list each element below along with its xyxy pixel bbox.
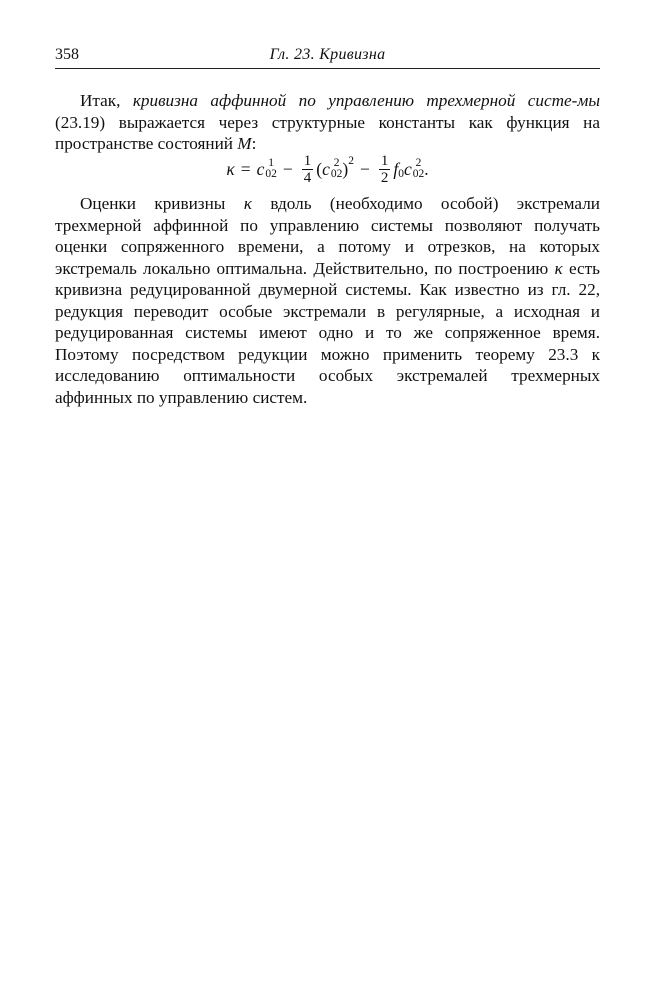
superscript: 2 (333, 157, 340, 169)
curvature-formula (55, 148, 600, 190)
open-paren: ( (316, 158, 323, 179)
minus-sign: − (359, 158, 370, 179)
paragraph-curvature-estimates (55, 193, 600, 408)
c-symbol: c (322, 158, 330, 179)
f-symbol: f (393, 158, 399, 179)
c-indices-1 (265, 158, 277, 180)
kappa-inline: κ (243, 194, 252, 213)
c-indices-2 (331, 158, 343, 180)
c-indices-3 (413, 158, 425, 180)
superscript: 1 (268, 157, 275, 169)
page-header (55, 46, 600, 69)
subscript: 02 (265, 168, 277, 180)
subscript: 02 (412, 168, 425, 180)
page-number: 358 (55, 46, 79, 63)
state-space-symbol: M (237, 134, 252, 153)
denominator: 4 (303, 169, 312, 186)
subscript: 02 (330, 168, 343, 180)
kappa-symbol: κ (226, 158, 235, 179)
p2-part2: вдоль (необходимо особой) экстремали трехмерной аффинной по управлению системы позволяют получать оценки сопряженного времени, а потому и отрезков, на которых экстремаль локально оптимальна. Действительно, по построению (55, 194, 600, 278)
c-symbol: c (403, 158, 412, 179)
p2-part3: есть кривизна редуцированной двумерной системы. Как известно из гл. 22, редукция переводит особые экстремали в регулярные, а исходная и редуцированная системы имеют одно и то же сопряженное время. Поэтому посредством редукции можно применить теорему 23.3 к исследованию оптимальности особых экстремалей трехмерных аффинных по управлению систем. (55, 258, 600, 407)
paragraph-intro (55, 90, 600, 155)
c-symbol: c (256, 158, 265, 179)
fraction-one-quarter (302, 153, 314, 186)
running-title: Гл. 23. Кривизна (269, 46, 386, 63)
numerator: 1 (303, 152, 312, 169)
intro-emphasis: кривизна аффинной по управлению трехмерной систе-мы (132, 91, 600, 110)
formula-period: . (424, 158, 429, 179)
intro-colon: : (251, 134, 257, 153)
p2-part1: Оценки кривизны (80, 194, 244, 213)
denominator: 2 (380, 169, 389, 186)
numerator: 1 (380, 152, 389, 169)
minus-sign: − (282, 158, 293, 179)
intro-rest: (23.19) выражается через структурные константы как функция на пространстве состояний (55, 112, 600, 153)
fraction-one-half (379, 153, 391, 186)
close-paren: ) (342, 158, 349, 179)
superscript: 2 (415, 157, 422, 169)
f-subscript: 0 (398, 168, 404, 180)
kappa-inline: κ (554, 258, 563, 278)
power-exponent: 2 (348, 155, 354, 167)
equals-sign: = (240, 158, 251, 179)
intro-lead: Итак, (80, 91, 133, 110)
